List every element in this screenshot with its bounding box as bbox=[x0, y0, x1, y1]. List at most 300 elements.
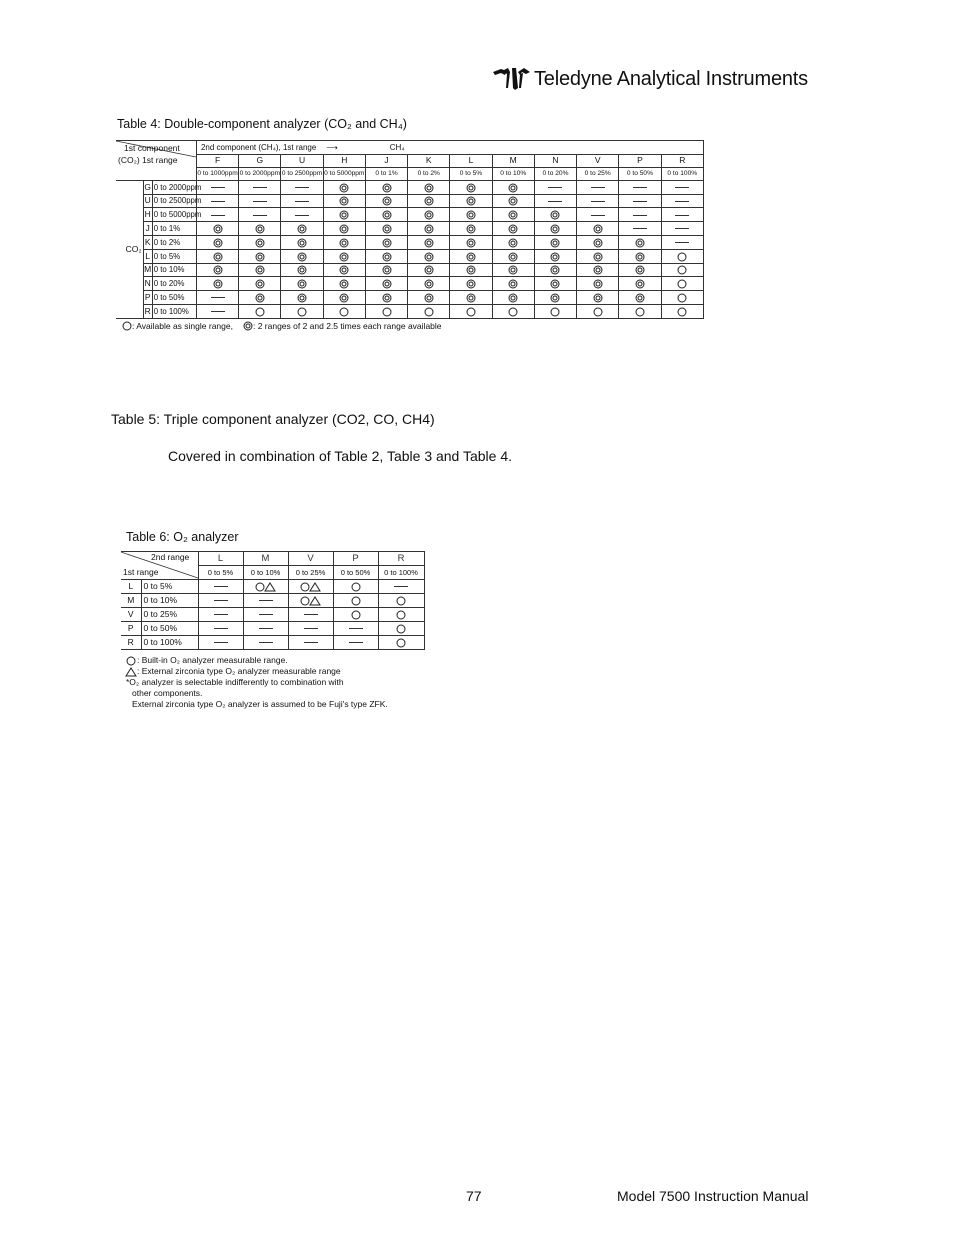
row-range: 0 to 2500ppm bbox=[152, 194, 196, 208]
dash-mark bbox=[349, 628, 363, 629]
table-cell bbox=[198, 580, 243, 594]
table-cell bbox=[492, 291, 534, 305]
table-cell bbox=[196, 208, 238, 222]
dash-mark bbox=[675, 242, 689, 243]
table-cell bbox=[408, 277, 450, 291]
double-circle-icon bbox=[339, 252, 349, 262]
table-cell bbox=[281, 304, 323, 318]
table-row bbox=[116, 263, 704, 277]
table-cell bbox=[243, 622, 288, 636]
double-circle-icon bbox=[213, 252, 223, 262]
table-cell bbox=[196, 277, 238, 291]
double-circle-icon bbox=[339, 279, 349, 289]
circle-icon bbox=[297, 307, 307, 317]
column-range: 0 to 2500ppm bbox=[281, 167, 323, 180]
table-cell bbox=[243, 608, 288, 622]
double-circle-icon bbox=[593, 279, 603, 289]
circle-icon bbox=[593, 307, 603, 317]
double-circle-icon bbox=[466, 224, 476, 234]
table-cell bbox=[196, 235, 238, 249]
table-cell bbox=[492, 304, 534, 318]
dash-mark bbox=[295, 201, 309, 202]
table-row bbox=[116, 304, 704, 318]
double-circle-icon bbox=[382, 252, 392, 262]
table5-text: Covered in combination of Table 2, Table 3 and Table 4. bbox=[168, 448, 513, 464]
double-circle-icon bbox=[550, 224, 560, 234]
double-circle-icon bbox=[424, 238, 434, 248]
row-range: 0 to 50% bbox=[141, 622, 198, 636]
table-cell bbox=[534, 291, 576, 305]
table-cell bbox=[577, 277, 619, 291]
row-gas-label bbox=[116, 180, 143, 318]
table-cell bbox=[408, 180, 450, 194]
second-gas: CH₄ bbox=[389, 142, 405, 152]
row-range: 0 to 10% bbox=[152, 263, 196, 277]
table6-title: Table 6: O₂ analyzer bbox=[126, 530, 239, 544]
table-row bbox=[121, 594, 424, 608]
dash-mark bbox=[253, 201, 267, 202]
double-circle-icon bbox=[424, 196, 434, 206]
table-cell bbox=[408, 249, 450, 263]
table-cell bbox=[365, 277, 407, 291]
double-circle-icon bbox=[382, 183, 392, 193]
legend-single-range: : Available as single range, bbox=[132, 321, 233, 331]
table-cell bbox=[661, 291, 703, 305]
dash-mark bbox=[295, 215, 309, 216]
table-cell bbox=[450, 291, 492, 305]
dash-mark bbox=[253, 215, 267, 216]
double-circle-icon bbox=[382, 279, 392, 289]
column-code: M bbox=[243, 552, 288, 566]
dash-mark bbox=[211, 297, 225, 298]
table-cell bbox=[661, 249, 703, 263]
table4-corner-range: (CO₂) 1st range bbox=[118, 155, 178, 165]
row-code: M bbox=[143, 263, 152, 277]
double-circle-icon bbox=[213, 279, 223, 289]
column-code: F bbox=[196, 154, 238, 167]
double-circle-icon bbox=[466, 238, 476, 248]
table-row bbox=[116, 235, 704, 249]
dash-mark bbox=[304, 642, 318, 643]
table-cell bbox=[577, 180, 619, 194]
column-range: 0 to 100% bbox=[661, 167, 703, 180]
table-cell bbox=[492, 277, 534, 291]
circle-icon bbox=[396, 624, 406, 634]
dash-mark bbox=[214, 614, 228, 615]
double-circle-icon bbox=[297, 293, 307, 303]
column-code: H bbox=[323, 154, 365, 167]
dash-mark bbox=[211, 187, 225, 188]
dash-mark bbox=[253, 187, 267, 188]
circle-icon bbox=[255, 307, 265, 317]
table-cell bbox=[333, 622, 378, 636]
table-cell bbox=[333, 608, 378, 622]
table5-title: Table 5: Triple component analyzer (CO2, CO, CH4) bbox=[111, 411, 435, 427]
table-cell bbox=[198, 608, 243, 622]
double-circle-icon bbox=[508, 279, 518, 289]
dash-mark bbox=[214, 628, 228, 629]
table6-corner bbox=[121, 552, 198, 580]
double-circle-icon bbox=[508, 224, 518, 234]
table-cell bbox=[196, 249, 238, 263]
double-circle-icon bbox=[550, 210, 560, 220]
table-row bbox=[116, 194, 704, 208]
column-range: 0 to 5% bbox=[450, 167, 492, 180]
table-cell bbox=[619, 208, 661, 222]
table4-top-row bbox=[116, 141, 704, 155]
circle-icon bbox=[677, 307, 687, 317]
table-cell bbox=[288, 608, 333, 622]
table-row bbox=[121, 622, 424, 636]
table-cell bbox=[534, 222, 576, 236]
double-circle-icon bbox=[635, 265, 645, 275]
double-circle-icon bbox=[297, 224, 307, 234]
double-circle-icon bbox=[593, 238, 603, 248]
row-code: P bbox=[121, 622, 141, 636]
column-code: L bbox=[198, 552, 243, 566]
row-range: 0 to 5% bbox=[152, 249, 196, 263]
double-circle-icon bbox=[424, 183, 434, 193]
table-row bbox=[116, 208, 704, 222]
table-row bbox=[116, 291, 704, 305]
table-cell bbox=[243, 636, 288, 650]
row-range: 0 to 100% bbox=[152, 304, 196, 318]
column-range: 0 to 5% bbox=[198, 566, 243, 580]
table-cell bbox=[333, 580, 378, 594]
dash-mark bbox=[259, 614, 273, 615]
table-cell bbox=[408, 235, 450, 249]
circle-icon bbox=[351, 596, 361, 606]
table6 bbox=[121, 551, 425, 650]
table-cell bbox=[378, 608, 424, 622]
double-circle-icon bbox=[635, 238, 645, 248]
column-code: N bbox=[534, 154, 576, 167]
table-cell bbox=[378, 594, 424, 608]
double-circle-icon bbox=[508, 183, 518, 193]
double-circle-icon bbox=[382, 238, 392, 248]
table-cell bbox=[281, 222, 323, 236]
double-circle-icon bbox=[466, 196, 476, 206]
double-circle-icon bbox=[635, 293, 645, 303]
row-range: 0 to 10% bbox=[141, 594, 198, 608]
table-cell bbox=[323, 180, 365, 194]
table-cell bbox=[288, 622, 333, 636]
table-cell bbox=[196, 180, 238, 194]
double-circle-icon bbox=[255, 265, 265, 275]
table-cell bbox=[450, 277, 492, 291]
row-code: R bbox=[143, 304, 152, 318]
second-label: 2nd component (CH₄), 1st range bbox=[200, 142, 317, 152]
row-range: 0 to 5% bbox=[141, 580, 198, 594]
table-cell bbox=[619, 194, 661, 208]
table-cell bbox=[243, 580, 288, 594]
table-cell bbox=[450, 180, 492, 194]
double-circle-icon bbox=[466, 265, 476, 275]
note-star-1: *O₂ analyzer is selectable indifferently to combination with bbox=[126, 677, 344, 687]
dash-mark bbox=[214, 586, 228, 587]
row-code: J bbox=[143, 222, 152, 236]
circle-icon bbox=[122, 321, 132, 331]
column-range: 0 to 20% bbox=[534, 167, 576, 180]
circle-icon bbox=[677, 252, 687, 262]
double-circle-icon bbox=[382, 293, 392, 303]
table4-title: Table 4: Double-component analyzer (CO₂ and CH₄) bbox=[117, 117, 407, 131]
table-cell bbox=[408, 222, 450, 236]
note-external: : External zirconia type O₂ analyzer measurable range bbox=[137, 666, 341, 676]
table-cell bbox=[281, 235, 323, 249]
row-code: M bbox=[121, 594, 141, 608]
table-cell bbox=[365, 194, 407, 208]
dash-mark bbox=[349, 642, 363, 643]
dash-mark bbox=[633, 215, 647, 216]
column-range: 0 to 2000ppm bbox=[239, 167, 281, 180]
table-cell bbox=[661, 235, 703, 249]
circle-icon bbox=[255, 582, 265, 592]
brand-name: Teledyne Analytical Instruments bbox=[534, 67, 808, 90]
table-cell bbox=[661, 180, 703, 194]
circle-icon bbox=[300, 582, 310, 592]
double-circle-icon bbox=[593, 224, 603, 234]
table-cell bbox=[619, 222, 661, 236]
table-cell bbox=[619, 249, 661, 263]
double-circle-icon bbox=[213, 238, 223, 248]
row-code: L bbox=[143, 249, 152, 263]
table4-corner-1st: 1st component bbox=[124, 143, 180, 153]
table-cell bbox=[365, 222, 407, 236]
double-circle-icon bbox=[593, 252, 603, 262]
double-circle-icon bbox=[382, 224, 392, 234]
row-code: L bbox=[121, 580, 141, 594]
table4-range-row bbox=[116, 167, 704, 180]
table-cell bbox=[450, 263, 492, 277]
table-cell bbox=[323, 263, 365, 277]
circle-icon bbox=[300, 596, 310, 606]
dash-mark bbox=[633, 201, 647, 202]
triangle-icon bbox=[310, 596, 321, 606]
double-circle-icon bbox=[466, 210, 476, 220]
column-code: V bbox=[288, 552, 333, 566]
table-cell bbox=[378, 580, 424, 594]
table-cell bbox=[619, 277, 661, 291]
table-cell bbox=[196, 194, 238, 208]
column-range: 0 to 10% bbox=[492, 167, 534, 180]
double-circle-icon bbox=[339, 196, 349, 206]
table-cell bbox=[534, 249, 576, 263]
double-circle-icon bbox=[550, 293, 560, 303]
table-cell bbox=[577, 304, 619, 318]
double-circle-icon bbox=[255, 252, 265, 262]
double-circle-icon bbox=[508, 252, 518, 262]
legend-double-range: : 2 ranges of 2 and 2.5 times each range available bbox=[252, 321, 442, 331]
table-cell bbox=[534, 194, 576, 208]
table-cell bbox=[534, 180, 576, 194]
circle-icon bbox=[508, 307, 518, 317]
circle-icon bbox=[339, 307, 349, 317]
circle-icon bbox=[382, 307, 392, 317]
column-range: 0 to 25% bbox=[288, 566, 333, 580]
circle-icon bbox=[351, 610, 361, 620]
table-cell bbox=[196, 222, 238, 236]
double-circle-icon bbox=[593, 293, 603, 303]
circle-icon bbox=[396, 610, 406, 620]
table4-second-component bbox=[196, 141, 703, 155]
table-cell bbox=[408, 291, 450, 305]
page-number: 77 bbox=[466, 1188, 482, 1204]
table-cell bbox=[196, 263, 238, 277]
table4-corner bbox=[116, 141, 196, 181]
double-circle-icon bbox=[635, 252, 645, 262]
circle-icon bbox=[351, 582, 361, 592]
table6-code-row bbox=[121, 552, 424, 566]
circle-icon bbox=[677, 265, 687, 275]
column-code: G bbox=[239, 154, 281, 167]
table-cell bbox=[243, 594, 288, 608]
table-cell bbox=[534, 235, 576, 249]
double-circle-icon bbox=[466, 252, 476, 262]
double-circle-icon bbox=[339, 183, 349, 193]
table-cell bbox=[281, 208, 323, 222]
dash-mark bbox=[211, 311, 225, 312]
table-row bbox=[116, 277, 704, 291]
dash-mark bbox=[259, 600, 273, 601]
circle-icon bbox=[424, 307, 434, 317]
column-code: R bbox=[378, 552, 424, 566]
column-range: 0 to 1000ppm bbox=[196, 167, 238, 180]
table-cell bbox=[492, 222, 534, 236]
column-code: J bbox=[365, 154, 407, 167]
row-code: V bbox=[121, 608, 141, 622]
table-cell bbox=[577, 291, 619, 305]
table-cell bbox=[239, 249, 281, 263]
table-cell bbox=[619, 304, 661, 318]
dash-mark bbox=[259, 628, 273, 629]
row-range: 0 to 50% bbox=[152, 291, 196, 305]
double-circle-icon bbox=[213, 224, 223, 234]
table-cell bbox=[281, 249, 323, 263]
table-cell bbox=[661, 304, 703, 318]
circle-icon bbox=[677, 293, 687, 303]
table-cell bbox=[378, 622, 424, 636]
table-cell bbox=[239, 263, 281, 277]
table-cell bbox=[239, 194, 281, 208]
table-cell bbox=[492, 180, 534, 194]
table-cell bbox=[365, 263, 407, 277]
table-cell bbox=[323, 235, 365, 249]
table-cell bbox=[577, 194, 619, 208]
dash-mark bbox=[675, 187, 689, 188]
table6-corner-2nd: 2nd range bbox=[151, 552, 190, 562]
row-range: 0 to 2% bbox=[152, 235, 196, 249]
manual-title: Model 7500 Instruction Manual bbox=[617, 1188, 809, 1204]
table-row bbox=[116, 222, 704, 236]
double-circle-icon bbox=[297, 279, 307, 289]
table-cell bbox=[239, 208, 281, 222]
double-circle-icon bbox=[255, 238, 265, 248]
dash-mark bbox=[214, 600, 228, 601]
double-circle-icon bbox=[635, 279, 645, 289]
table-cell bbox=[534, 263, 576, 277]
dash-mark bbox=[675, 215, 689, 216]
table-cell bbox=[408, 263, 450, 277]
double-circle-icon bbox=[213, 265, 223, 275]
double-circle-icon bbox=[550, 252, 560, 262]
note-builtin: : Built-in O₂ analyzer measurable range. bbox=[137, 655, 288, 665]
table4 bbox=[116, 140, 704, 319]
double-circle-icon bbox=[424, 265, 434, 275]
note-star-3: External zirconia type O₂ analyzer is assumed to be Fuji's type ZFK. bbox=[132, 699, 388, 709]
double-circle-icon bbox=[550, 279, 560, 289]
table-cell bbox=[534, 277, 576, 291]
circle-icon bbox=[550, 307, 560, 317]
teledyne-logo-icon bbox=[492, 66, 532, 92]
table-cell bbox=[534, 304, 576, 318]
row-code: P bbox=[143, 291, 152, 305]
dash-mark bbox=[394, 586, 408, 587]
dash-mark bbox=[675, 201, 689, 202]
column-range: 0 to 1% bbox=[365, 167, 407, 180]
double-circle-icon bbox=[339, 210, 349, 220]
table-cell bbox=[196, 304, 238, 318]
row-code: U bbox=[143, 194, 152, 208]
arrow-right-icon: ⟶ bbox=[326, 142, 338, 152]
table-cell bbox=[323, 304, 365, 318]
dash-mark bbox=[214, 642, 228, 643]
row-code: R bbox=[121, 636, 141, 650]
dash-mark bbox=[259, 642, 273, 643]
circle-icon bbox=[396, 638, 406, 648]
double-circle-icon bbox=[255, 224, 265, 234]
table-cell bbox=[492, 208, 534, 222]
column-code: P bbox=[619, 154, 661, 167]
row-range: 0 to 100% bbox=[141, 636, 198, 650]
table-cell bbox=[198, 622, 243, 636]
double-circle-icon bbox=[297, 238, 307, 248]
double-circle-icon bbox=[382, 196, 392, 206]
table4-legend bbox=[122, 321, 442, 331]
column-code: K bbox=[408, 154, 450, 167]
table-cell bbox=[619, 263, 661, 277]
row-range: 0 to 5000ppm bbox=[152, 208, 196, 222]
table-cell bbox=[365, 180, 407, 194]
table-cell bbox=[281, 277, 323, 291]
double-circle-icon bbox=[255, 279, 265, 289]
double-circle-icon bbox=[243, 321, 253, 331]
table-cell bbox=[365, 208, 407, 222]
table-cell bbox=[450, 304, 492, 318]
column-code: P bbox=[333, 552, 378, 566]
table4-code-row bbox=[116, 154, 704, 167]
column-range: 0 to 2% bbox=[408, 167, 450, 180]
row-gas: CO₂ bbox=[125, 243, 142, 254]
table-cell bbox=[333, 636, 378, 650]
table-cell bbox=[661, 263, 703, 277]
double-circle-icon bbox=[508, 210, 518, 220]
table6-notes bbox=[126, 655, 388, 710]
dash-mark bbox=[591, 187, 605, 188]
table-row bbox=[121, 608, 424, 622]
dash-mark bbox=[675, 228, 689, 229]
table-row bbox=[121, 580, 424, 594]
table-cell bbox=[288, 580, 333, 594]
dash-mark bbox=[591, 215, 605, 216]
double-circle-icon bbox=[466, 279, 476, 289]
double-circle-icon bbox=[339, 224, 349, 234]
table-cell bbox=[661, 194, 703, 208]
dash-mark bbox=[548, 187, 562, 188]
table-cell bbox=[196, 291, 238, 305]
circle-icon bbox=[635, 307, 645, 317]
dash-mark bbox=[304, 614, 318, 615]
